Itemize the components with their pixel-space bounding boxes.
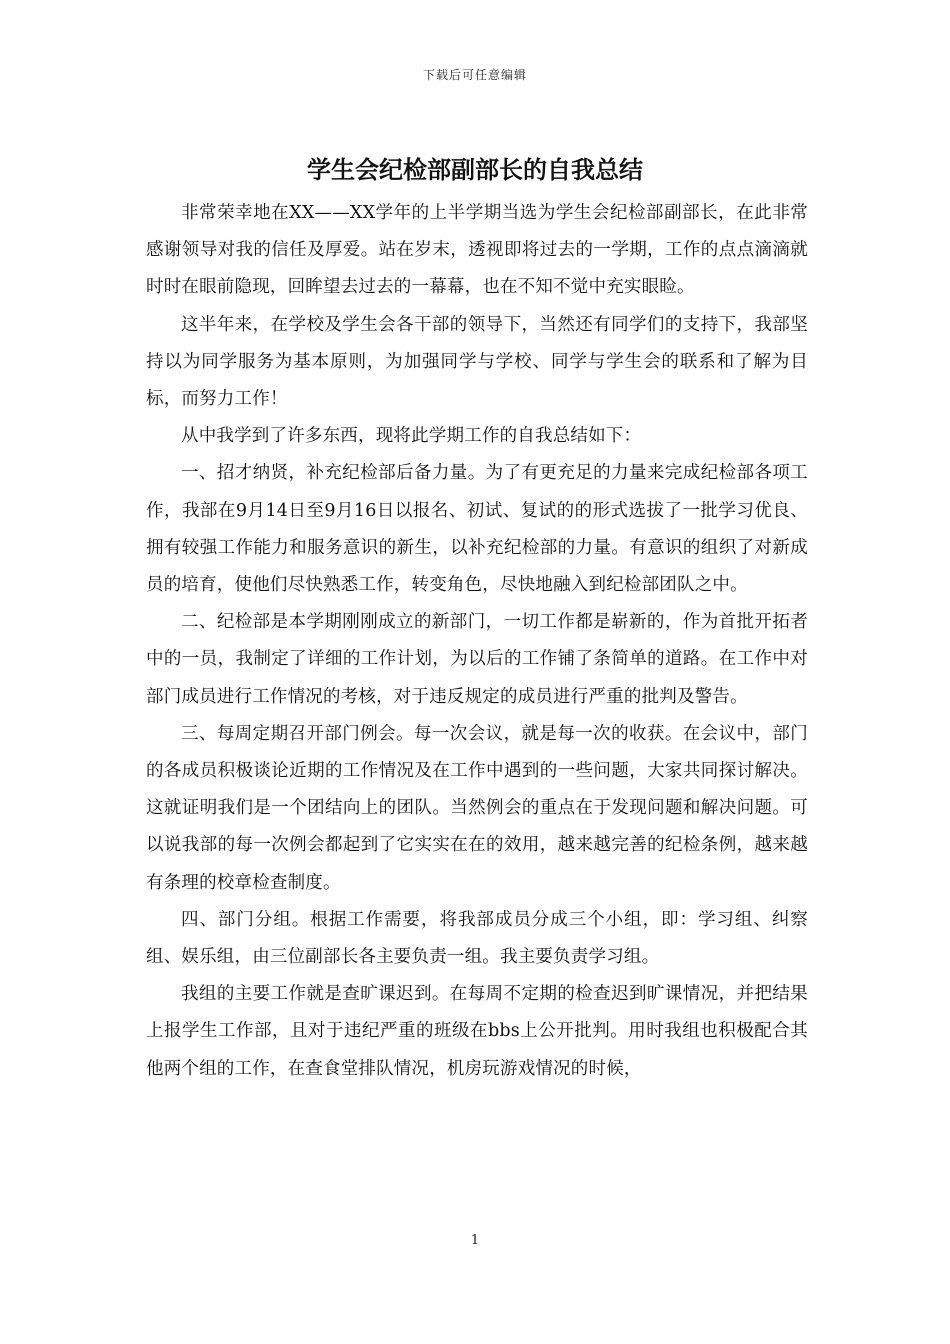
paragraph-study-group: 我组的主要工作就是查旷课迟到。在每周不定期的检查迟到旷课情况，并把结果上报学生工作部，且对于违纪严重的班级在bbs上公开批判。用时我组也积极配合其他两个组的工作，在查食堂排队情况，机房玩游戏情况的时候， <box>146 984 808 1079</box>
document-body <box>146 195 808 1088</box>
document-title: 学生会纪检部副部长的自我总结 <box>307 156 643 184</box>
paragraph-intro: 非常荣幸地在XX——XX学年的上半学期当选为学生会纪检部副部长，在此非常感谢领导对我的信任及厚爱。站在岁末，透视即将过去的一学期，工作的点点滴滴就时时在眼前隐现，回眸望去过去的一幕幕，也在不知不觉中充实眼睑。 <box>146 203 808 298</box>
paragraph-summary-lead: 从中我学到了许多东西，现将此学期工作的自我总结如下： <box>181 426 642 447</box>
paragraph-item-1: 一、招才纳贤，补充纪检部后备力量。为了有更充足的力量来完成纪检部各项工作，我部在9月14日至9月16日以报名、初试、复试的的形式选拔了一批学习优良、拥有较强工作能力和服务意识的新生，以补充纪检部的力量。有意识的组织了对新成员的培育，使他们尽快熟悉工作，转变角色，尽快地融入到纪检部团队之中。 <box>146 463 808 596</box>
paragraph-item-2: 二、纪检部是本学期刚刚成立的新部门，一切工作都是崭新的，作为首批开拓者中的一员，我制定了详细的工作计划，为以后的工作铺了条简单的道路。在工作中对部门成员进行工作情况的考核，对于违反规定的成员进行严重的批判及警告。 <box>146 612 808 707</box>
paragraph-item-3: 三、每周定期召开部门例会。每一次会议，就是每一次的收获。在会议中，部门的各成员积极谈论近期的工作情况及在工作中遇到的一些问题，大家共同探讨解决。这就证明我们是一个团结向上的团队。当然例会的重点在于发现问题和解决问题。可以说我部的每一次例会都起到了它实实在在的效用，越来越完善的纪检条例，越来越有条理的校章检查制度。 <box>146 723 808 893</box>
page-number: 1 <box>470 1233 480 1248</box>
header-note: 下载后可任意编辑 <box>422 68 527 82</box>
paragraph-half-year: 这半年来，在学校及学生会各干部的领导下，当然还有同学们的支持下，我部坚持以为同学服务为基本原则，为加强同学与学校、同学与学生会的联系和了解为目标，而努力工作！ <box>146 314 808 410</box>
paragraph-item-4: 四、部门分组。根据工作需要，将我部成员分成三个小组，即：学习组、纠察组、娱乐组，由三位副部长各主要负责一组。我主要负责学习组。 <box>146 909 808 968</box>
